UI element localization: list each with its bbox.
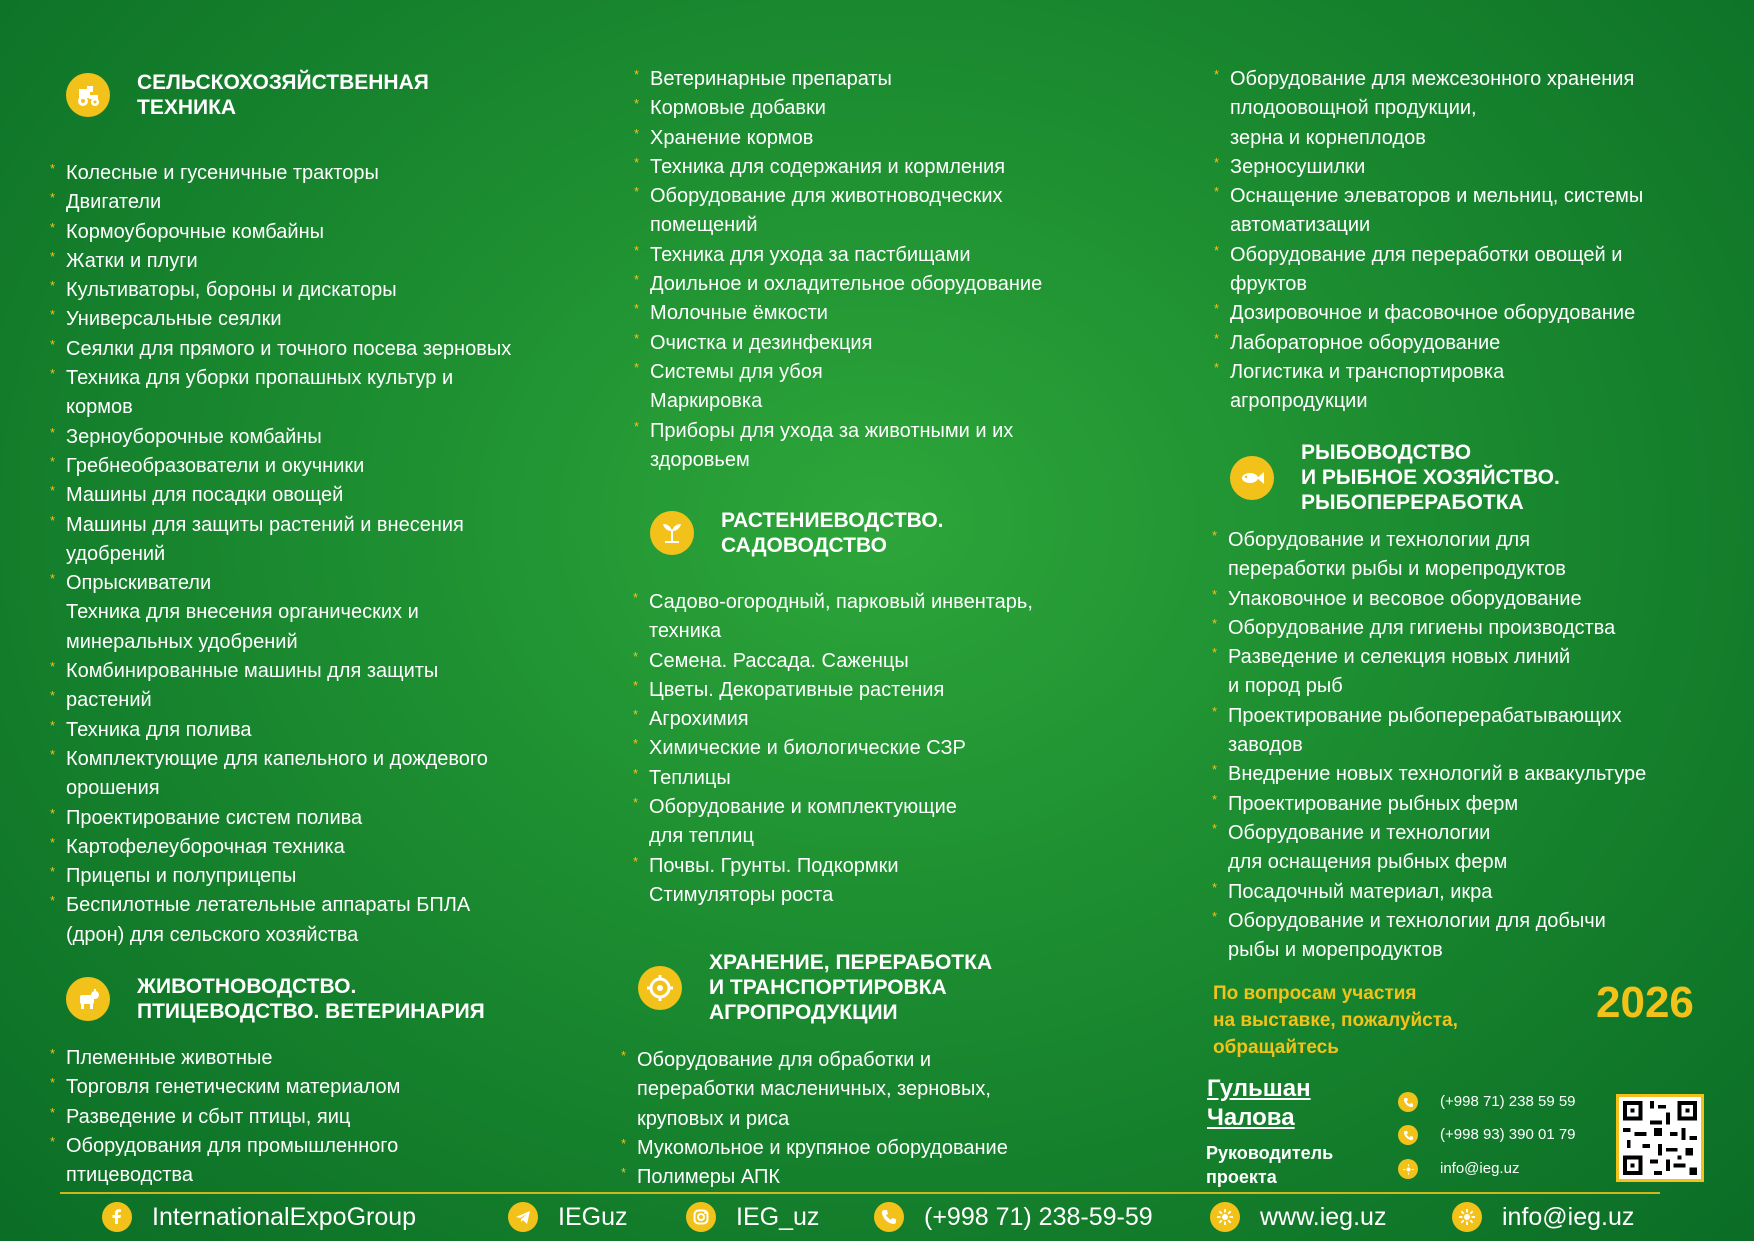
title-line: АГРОПРОДУКЦИИ — [709, 1001, 898, 1024]
list-item: фруктов — [1230, 273, 1308, 296]
footer-divider — [60, 1192, 1660, 1194]
section-header-storage — [638, 950, 992, 1025]
list-item: техника — [649, 620, 722, 643]
telegram-text: IEGuz — [558, 1202, 628, 1231]
contact-phone-1[interactable] — [1398, 1093, 1576, 1110]
contact-line: По вопросам участия — [1213, 983, 1417, 1004]
list-item: переработки масленичных, зерновых, — [637, 1078, 991, 1101]
section-header-fishery — [1230, 440, 1560, 515]
list-item: здоровьем — [650, 448, 750, 471]
section-header-crops — [650, 508, 944, 558]
qr-code[interactable] — [1616, 1094, 1704, 1182]
agri-machinery-list — [52, 159, 511, 950]
list-item: зерна и корнеплодов — [1230, 126, 1426, 149]
list-item: * Оборудование и технологии для — [1212, 528, 1531, 551]
section-title — [137, 974, 485, 1024]
title-line: САДОВОДСТВО — [721, 534, 887, 557]
list-item: Техника для внесения органических и — [66, 601, 419, 624]
list-item: * Техника для уборки пропашных культур и — [50, 366, 454, 390]
contact-email[interactable] — [1398, 1160, 1519, 1177]
list-item: * Упаковочное и весовое оборудование — [1212, 586, 1582, 610]
list-item: * Кормовые добавки — [634, 96, 826, 120]
list-item: автоматизации — [1230, 214, 1371, 237]
list-item: орошения — [66, 777, 160, 800]
title-line: ТЕХНИКА — [137, 96, 237, 119]
list-item: переработки рыбы и морепродуктов — [1228, 558, 1566, 581]
list-item: * Логистика и транспортировка — [1214, 359, 1505, 383]
list-item: Стимуляторы роста — [649, 883, 834, 906]
globe-icon — [1210, 1202, 1240, 1232]
list-item: заводов — [1228, 734, 1303, 757]
list-item: удобрений — [66, 542, 166, 565]
list-item: * Проектирование рыбоперерабатывающих — [1212, 703, 1622, 727]
list-item: * Теплицы — [633, 765, 731, 789]
email-text: info@ieg.uz — [1440, 1160, 1520, 1177]
list-item: * Оборудование и технологии для добычи — [1212, 908, 1606, 932]
livestock-list-continued — [636, 65, 1042, 475]
list-item: * Универсальные сеялки — [50, 307, 282, 331]
list-item: * Сеялки для прямого и точного посева зерновых — [50, 336, 512, 360]
title-line: РЫБОПЕРЕРАБОТКА — [1301, 491, 1524, 514]
list-item: * Гребнеобразователи и окучники — [50, 453, 365, 477]
section-title — [709, 950, 992, 1025]
list-item: * Семена. Рассада. Саженцы — [633, 648, 909, 672]
list-item: (дрон) для сельского хозяйства — [66, 923, 359, 946]
list-item: * Культиваторы, бороны и дискаторы — [50, 278, 397, 302]
footer-phone[interactable] — [874, 1202, 1153, 1232]
facebook-icon — [102, 1202, 132, 1232]
list-item: * Торговля генетическим материалом — [50, 1075, 401, 1099]
list-item: * Посадочный материал, икра — [1212, 879, 1493, 903]
list-item: * Оборудование для обработки и — [621, 1048, 932, 1071]
list-item: агропродукции — [1230, 390, 1368, 413]
year: 2026 — [1596, 978, 1694, 1027]
list-item: * Мукомольное и крупяное оборудование — [621, 1135, 1008, 1159]
list-item: помещений — [650, 214, 758, 237]
list-item: * Разведение и селекция новых линий — [1212, 645, 1571, 669]
manager-role-line: Руководитель — [1206, 1143, 1334, 1163]
list-item: * Двигатели — [50, 190, 162, 214]
list-item: * Беспилотные летательные аппараты БПЛА — [50, 893, 471, 917]
contact-line: на выставке, пожалуйста, — [1213, 1010, 1458, 1031]
list-item: * Машины для защиты растений и внесения — [50, 512, 464, 536]
title-line: ЖИВОТНОВОДСТВО. — [137, 975, 357, 998]
list-item: * Картофелеуборочная техника — [50, 834, 345, 858]
phone-1-text: (+998 71) 238 59 59 — [1440, 1093, 1576, 1110]
list-item: * Очистка и дезинфекция — [634, 330, 873, 354]
fishery-list — [1214, 526, 1646, 965]
list-item: * Приборы для ухода за животными и их — [634, 418, 1014, 442]
manager-name — [1207, 1074, 1311, 1132]
phone-text: (+998 71) 238-59-59 — [924, 1202, 1153, 1231]
instagram-icon — [686, 1202, 716, 1232]
list-item: * Химические и биологические СЗР — [633, 736, 966, 760]
footer-email[interactable] — [1452, 1202, 1634, 1232]
phone-2-text: (+998 93) 390 01 79 — [1440, 1126, 1576, 1143]
storage-list — [623, 1046, 1008, 1192]
list-item: * Зерноуборочные комбайны — [50, 424, 322, 448]
phone-icon — [1398, 1092, 1418, 1112]
fish-icon — [1230, 456, 1274, 500]
phone-icon — [1398, 1125, 1418, 1145]
title-line: ПТИЦЕВОДСТВО. ВЕТЕРИНАРИЯ — [137, 1000, 485, 1023]
gear-icon — [638, 966, 682, 1010]
list-item: * Прицепы и полуприцепы — [50, 864, 297, 888]
list-item: * Проектирование систем полива — [50, 805, 363, 829]
manager-role-line: проекта — [1206, 1167, 1277, 1187]
list-item: * Машины для посадки овощей — [50, 483, 344, 507]
list-item: * Агрохимия — [633, 707, 749, 731]
list-item: * Техника для полива — [50, 717, 252, 741]
telegram-icon — [508, 1202, 538, 1232]
list-item: * Доильное и охладительное оборудование — [634, 272, 1043, 296]
list-item: * Садово-огородный, парковый инвентарь, — [633, 590, 1033, 613]
section-title — [721, 508, 944, 558]
manager-name-line: Чалова — [1207, 1104, 1295, 1131]
list-item: для теплиц — [649, 825, 754, 848]
facebook-text: InternationalExpoGroup — [152, 1202, 417, 1231]
crops-list — [635, 588, 1033, 910]
footer-facebook[interactable] — [102, 1202, 416, 1232]
list-item: * Внедрение новых технологий в аквакультуре — [1212, 762, 1647, 786]
list-item: * Техника для содержания и кормления — [634, 154, 1006, 178]
email-icon — [1398, 1159, 1418, 1179]
list-item: * Ветеринарные препараты — [634, 67, 892, 90]
list-item: * Системы для убоя — [634, 359, 823, 383]
list-item: кормов — [66, 396, 133, 419]
title-line: И ТРАНСПОРТИРОВКА — [709, 976, 947, 999]
list-item: птицеводства — [66, 1164, 193, 1187]
list-item: * Полимеры АПК — [621, 1165, 780, 1189]
manager-name-line: Гульшан — [1207, 1075, 1311, 1102]
list-item: * Проектирование рыбных ферм — [1212, 791, 1519, 815]
section-header-agri-machinery — [66, 70, 429, 120]
list-item: плодоовощной продукции, — [1230, 97, 1477, 120]
list-item: * Зерносушилки — [1214, 154, 1366, 178]
list-item: * Оборудование для гигиены производства — [1212, 615, 1616, 639]
list-item: Маркировка — [650, 390, 763, 413]
manager-role — [1206, 1141, 1333, 1189]
list-item: * Лабораторное оборудование — [1214, 330, 1501, 354]
title-line: ХРАНЕНИЕ, ПЕРЕРАБОТКА — [709, 951, 993, 974]
list-item: * Оборудование и комплектующие — [633, 795, 957, 819]
footer-website[interactable] — [1210, 1202, 1386, 1232]
list-item: * Оборудования для промышленного — [50, 1133, 399, 1157]
section-title — [1301, 440, 1560, 515]
title-line: СЕЛЬСКОХОЗЯЙСТВЕННАЯ — [137, 71, 429, 94]
list-item: и пород рыб — [1228, 675, 1343, 698]
contact-line: обращайтесь — [1213, 1037, 1339, 1058]
list-item: * Колесные и гусеничные тракторы — [50, 161, 379, 184]
list-item: * Техника для ухода за пастбищами — [634, 242, 971, 266]
list-item: * Дозировочное и фасовочное оборудование — [1214, 301, 1636, 325]
footer — [0, 1198, 1754, 1241]
list-item: * Комплектующие для капельного и дождевого — [50, 746, 488, 770]
title-line: И РЫБНОЕ ХОЗЯЙСТВО. — [1301, 466, 1560, 489]
phone-icon — [874, 1202, 904, 1232]
livestock-list — [52, 1044, 400, 1190]
list-item: * Оборудование и технологии — [1212, 820, 1491, 844]
list-item: * Опрыскиватели — [50, 571, 212, 595]
list-item: минеральных удобрений — [66, 630, 298, 653]
list-item: * Племенные животные — [50, 1046, 273, 1069]
list-item: * Оборудование для межсезонного хранения — [1214, 67, 1635, 90]
contact-phone-2[interactable] — [1398, 1126, 1576, 1143]
contact-invitation — [1213, 980, 1458, 1061]
tractor-icon — [66, 73, 110, 117]
list-item: рыбы и морепродуктов — [1228, 939, 1443, 962]
list-item: * Почвы. Грунты. Подкормки — [633, 853, 899, 877]
instagram-text: IEG_uz — [736, 1202, 820, 1231]
section-title — [137, 70, 429, 120]
list-item: * растений — [50, 688, 152, 712]
title-line: РЫБОВОДСТВО — [1301, 441, 1472, 464]
list-item: * Кормоуборочные комбайны — [50, 219, 325, 243]
list-item: для оснащения рыбных ферм — [1228, 851, 1508, 874]
storage-list-continued — [1216, 65, 1643, 417]
sprout-icon — [650, 511, 694, 555]
list-item: * Разведение и сбыт птицы, яиц — [50, 1104, 351, 1128]
email-text: info@ieg.uz — [1502, 1202, 1635, 1231]
footer-instagram[interactable] — [686, 1202, 819, 1232]
list-item: круповых и риса — [637, 1107, 790, 1130]
section-header-livestock — [66, 974, 485, 1024]
list-item: * Хранение кормов — [634, 125, 814, 149]
website-text: www.ieg.uz — [1260, 1202, 1387, 1231]
list-item: * Оснащение элеваторов и мельниц, системы — [1214, 184, 1644, 208]
cow-icon — [66, 977, 110, 1021]
title-line: РАСТЕНИЕВОДСТВО. — [721, 509, 944, 532]
list-item: * Жатки и плуги — [50, 248, 198, 272]
list-item: * Молочные ёмкости — [634, 301, 828, 325]
list-item: * Цветы. Декоративные растения — [633, 677, 945, 701]
list-item: * Комбинированные машины для защиты — [50, 659, 439, 683]
list-item: * Оборудование для переработки овощей и — [1214, 242, 1623, 266]
list-item: * Оборудование для животноводческих — [634, 184, 1003, 208]
footer-telegram[interactable] — [508, 1202, 627, 1232]
email-icon — [1452, 1202, 1482, 1232]
